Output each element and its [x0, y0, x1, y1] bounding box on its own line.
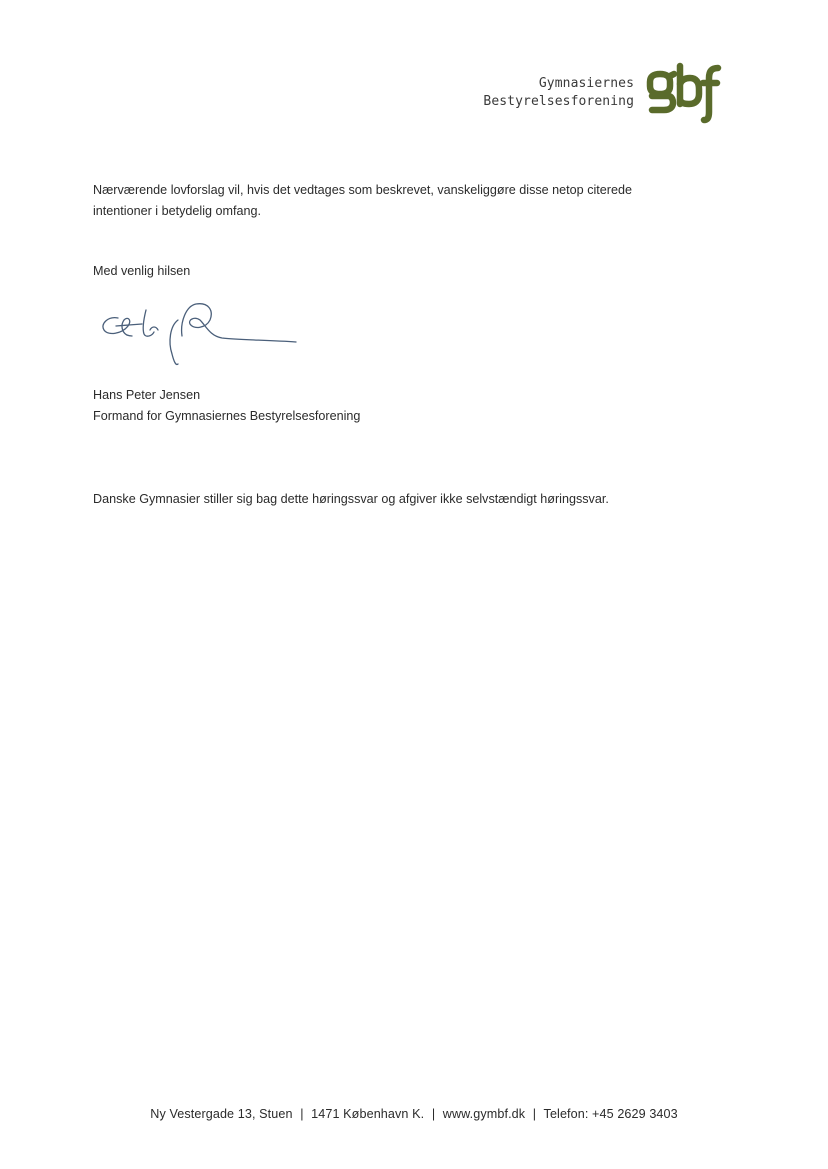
footer-website[interactable]: www.gymbf.dk [442, 1107, 526, 1121]
signer-name: Hans Peter Jensen [93, 388, 201, 402]
org-name-line2: Bestyrelsesforening [483, 94, 634, 109]
letterhead [483, 62, 724, 124]
footer-contact [0, 1107, 828, 1121]
organization-name [483, 75, 634, 111]
body-paragraph [93, 180, 733, 222]
footer-address: Ny Vestergade 13, Stuen [150, 1107, 293, 1121]
paragraph-line-2: intentioner i betydelig omfang. [93, 204, 262, 218]
gbf-logo-icon [642, 62, 724, 124]
endorsement-note: Danske Gymnasier stiller sig bag dette høringssvar og afgiver ikke selvstændigt høringssvar. [93, 492, 609, 506]
footer-city: 1471 København K. [311, 1107, 425, 1121]
footer-separator: | [431, 1107, 436, 1121]
signer-block [93, 385, 360, 427]
handwritten-signature-icon [98, 296, 308, 370]
footer-separator: | [532, 1107, 537, 1121]
signer-title: Formand for Gymnasiernes Bestyrelsesforening [93, 409, 361, 423]
org-name-line1: Gymnasiernes [538, 76, 634, 91]
closing-greeting: Med venlig hilsen [93, 264, 191, 278]
footer-separator: | [300, 1107, 304, 1121]
paragraph-line-1: Nærværende lovforslag vil, hvis det vedtages som beskrevet, vanskeliggøre disse netop citerede [93, 183, 632, 197]
footer-phone: Telefon: +45 2629 3403 [543, 1107, 678, 1121]
